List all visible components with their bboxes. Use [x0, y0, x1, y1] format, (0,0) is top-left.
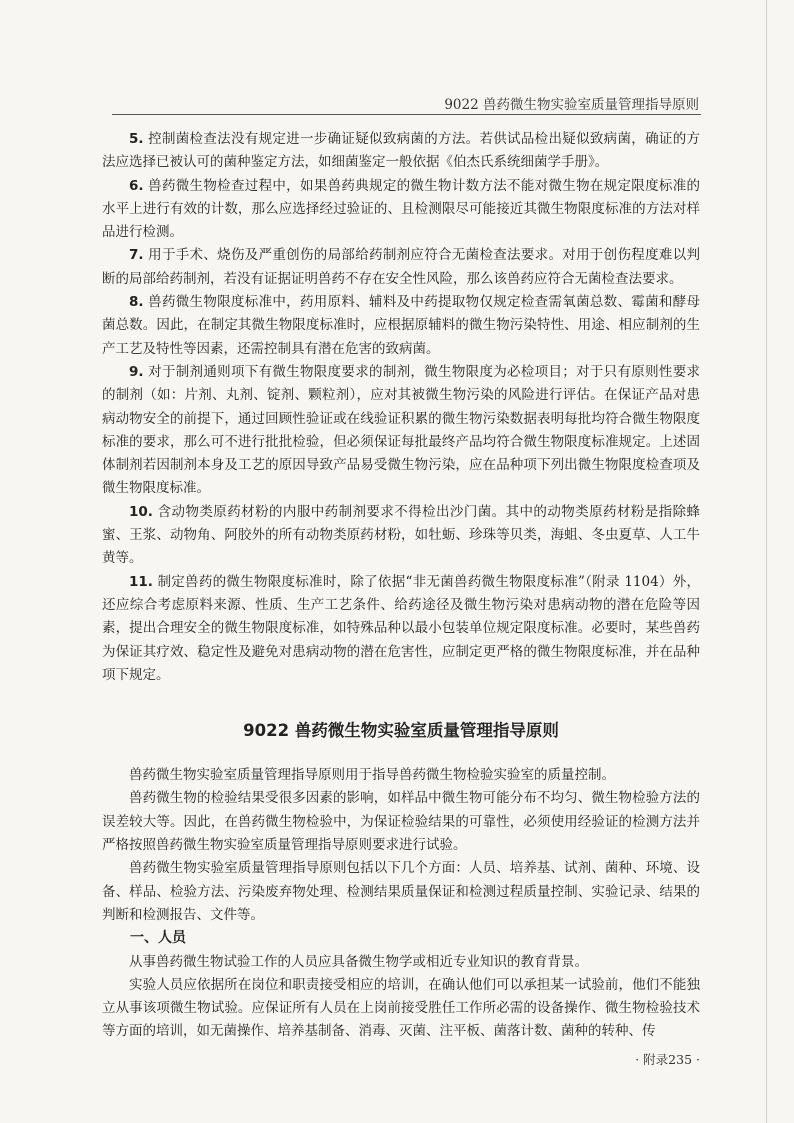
list-item: 7. 用于手术、烧伤及严重创伤的局部给药制剂应符合无菌检查法要求。对用于创伤程度难以判断的局部给药制剂，若没有证据证明兽药不存在安全性风险，那么该兽药应符合无菌检查法要求。	[102, 247, 701, 287]
section-paragraph: 兽药微生物的检验结果受很多因素的影响，如样品中微生物可能分布不均匀、微生物检验方法的误差较大等。因此，在兽药微生物检验中，为保证检验结果的可靠性，必须使用经验证的检测方法并严格按照兽药微生物实验室质量管理指导原则要求进行试验。	[102, 790, 700, 854]
list-item: 10. 含动物类原药材粉的内服中药制剂要求不得检出沙门菌。其中的动物类原药材粉是指除蜂蜜、王浆、动物角、阿胶外的所有动物类原药材粉，如牡蛎、珍珠等贝类，海蛆、冬虫夏草、人工牛黄等。	[102, 503, 701, 567]
page-edge-line	[766, 0, 767, 1123]
running-header: 9022 兽药微生物实验室质量管理指导原则	[444, 97, 699, 113]
section-title: 9022 兽药微生物实验室质量管理指导原则	[243, 721, 559, 741]
section-paragraph: 兽药微生物实验室质量管理指导原则用于指导兽药微生物检验实验室的质量控制。	[129, 767, 615, 784]
header-rule	[112, 114, 701, 115]
list-item: 9. 对于制剂通则项下有微生物限度要求的制剂，微生物限度为必检项目；对于只有原则性要求的制剂（如：片剂、丸剂、锭剂、颗粒剂），应对其被微生物污染的风险进行评估。在保证产品对患病动物安全的前提下，通过回顾性验证或在线验证积累的微生物污染数据表明每批均符合微生物限度标准的要求，那么可不进行批批检验，但必须保证每批最终产品均符合微生物限度标准规定。上述固体制剂若因制剂本身及工艺的原因导致产品易受微生物污染，应在品种项下列出微生物限度检查项及微生物限度标准。	[102, 363, 701, 497]
list-item: 11. 制定兽药的微生物限度标准时，除了依据“非无菌兽药微生物限度标准”（附录 1104）外，还应综合考虑原料来源、性质、生产工艺条件、给药途径及微生物污染对患病动物的潜在危险等因素，提出合理安全的微生物限度标准，如特殊品种以最小包装单位规定限度标准。必要时，某些兽药为保证其疗效、稳定性及避免对患病动物的潜在危害性，应制定更严格的微生物限度标准，并在品种项下规定。	[102, 573, 701, 683]
list-item: 5. 控制菌检查法没有规定进一步确证疑似致病菌的方法。若供试品检出疑似致病菌，确证的方法应选择已被认可的菌种鉴定方法，如细菌鉴定一般依据《伯杰氏系统细菌学手册》。	[102, 131, 701, 171]
document-body	[102, 128, 700, 1044]
section-paragraph: 兽药微生物实验室质量管理指导原则包括以下几个方面：人员、培养基、试剂、菌种、环境、设备、样品、检验方法、污染废弃物处理、检测结果质量保证和检测过程质量控制、实验记录、结果的判断和检测报告、文件等。	[102, 860, 700, 923]
list-item: 8. 兽药微生物限度标准中，药用原料、辅料及中药提取物仅规定检查需氧菌总数、霉菌和酵母菌总数。因此，在制定其微生物限度标准时，应根据原辅料的微生物污染特性、用途、相应制剂的生产工艺及特性等因素，还需控制具有潜在危害的致病菌。	[102, 294, 701, 357]
subheading-personnel: 一、人员	[130, 930, 186, 947]
section-paragraph: 从事兽药微生物试验工作的人员应具备微生物学或相近专业知识的教育背景。	[129, 953, 588, 970]
section-paragraph: 实验人员应依据所在岗位和职责接受相应的培训，在确认他们可以承担某一试验前，他们不能独立从事该项微生物试验。应保证所有人员在上岗前接受胜任工作所必需的设备操作、微生物检验技术等方面的培训，如无菌操作、培养基制备、消毒、灭菌、注平板、菌落计数、菌种的转种、传	[102, 976, 700, 1040]
list-item: 6. 兽药微生物检查过程中，如果兽药典规定的微生物计数方法不能对微生物在规定限度标准的水平上进行有效的计数，那么应选择经过验证的、且检测限尽可能接近其微生物限度标准的方法对样品进行检测。	[102, 177, 701, 241]
page-number: · 附录235 ·	[635, 1052, 700, 1067]
